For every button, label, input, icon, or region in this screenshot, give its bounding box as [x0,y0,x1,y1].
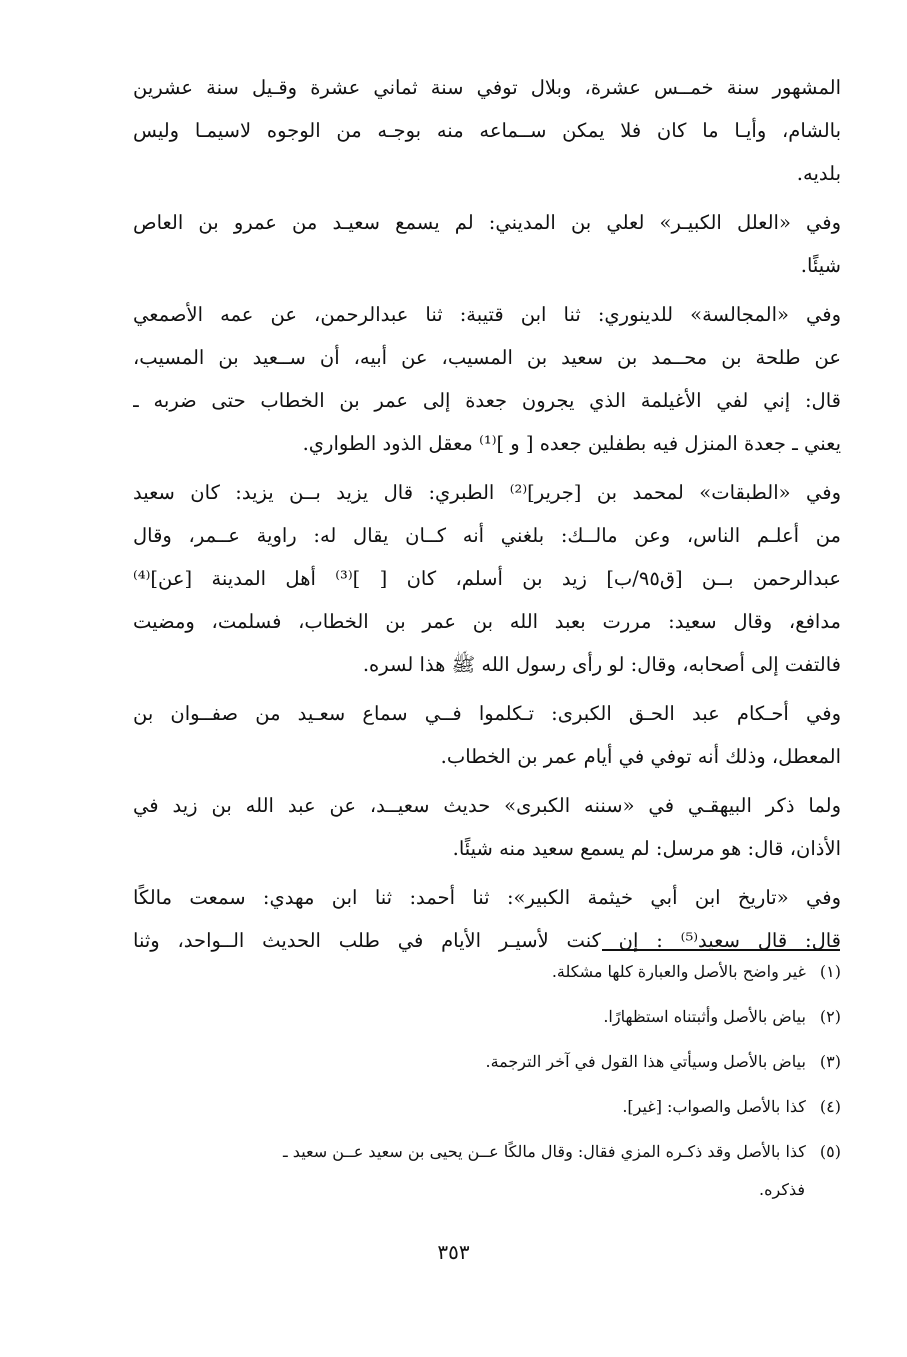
text-line: الأذان، قال: هو مرسل: لم يسمع سعيد منه شيئًا. [452,837,841,860]
footnote-text: كذا بالأصل وقد ذكـره المزي فقال: وقال مالكًا عــن يحيى بن سعيد عــن سعيد ـ [283,1142,806,1161]
footnote-text: بياض بالأصل وأثبتناه استظهارًا. [603,1007,806,1026]
paragraph-1 [133,66,841,195]
footnote-text: غير واضح بالأصل والعبارة كلها مشكلة. [551,962,806,981]
text-line: وفي «الطبقات» لمحمد بن [جرير]⁽²⁾ الطبري: قال يزيد بــن يزيد: كان سعيد [133,481,841,504]
text-line: قال: إني لفي الأغيلمة الذي يجرون جعدة إلى عمر بن الخطاب حتى ضربه ـ [133,389,841,412]
footnote-5 [133,1140,841,1202]
text-line: وفي «تاريخ ابن أبي خيثمة الكبير»: ثنا أحمد: ثنا ابن مهدي: سمعت مالكًا [133,886,841,909]
footnote-number: (٢) [819,1007,841,1026]
text-line: عبدالرحمن بــن [ق٩٥/ب] زيد بن أسلم، كان [ ]⁽³⁾ أهل المدينة [عن]⁽⁴⁾ [133,567,841,590]
paragraph-4 [133,471,841,686]
text-line: بلديه. [796,162,841,185]
footnote-number: (٥) [819,1142,841,1161]
text-line: فالتفت إلى أصحابه، وقال: لو رأى رسول الله ﷺ هذا لسره. [362,653,841,676]
footnote-text: كذا بالأصل والصواب: [غير]. [622,1097,806,1116]
footnote-number: (٣) [819,1052,841,1071]
footnote-4 [133,1095,841,1119]
text-line: يعني ـ جعدة المنزل فيه بطفلين جعده [ و ]⁽¹⁾ معقل الذود الطواري. [302,432,841,455]
footnote-text: بياض بالأصل وسيأتي هذا القول في آخر الترجمة. [485,1052,806,1071]
footnote-2 [133,1005,841,1029]
paragraph-6 [133,784,841,870]
text-line: قال: قال سعيد⁽⁵⁾ : إن كنت لأسيـر الأيام في طلب الحديث الــواحد، وثنا [133,929,841,952]
paragraph-5 [133,692,841,778]
text-line: المعطل، وذلك أنه توفي في أيام عمر بن الخطاب. [440,745,841,768]
text-line: وفي «العلل الكبيـر» لعلي بن المديني: لم يسمع سعيـد من عمرو بن العاص [133,211,841,234]
footnote-3 [133,1050,841,1074]
paragraph-3 [133,293,841,465]
text-line: عن طلحة بن محــمد بن سعيد بن المسيب، عن أبيه، أن ســعيد بن المسيب، [133,346,841,369]
paragraph-2 [133,201,841,287]
main-text [133,66,841,968]
text-line: بالشام، وأيـا ما كان فلا يمكن ســماعه منه بوجـه من الوجوه لاسيمـا وليس [133,119,841,142]
page-number: ٣٥٣ [437,1240,470,1264]
footnote-continuation: فذكره. [759,1180,805,1199]
footnotes [133,960,841,1223]
text-line: وفي أحـكام عبد الحـق الكبرى: تـكلموا فــي سماع سعـيد من صفــوان بن [133,702,841,725]
footnote-number: (٤) [819,1097,841,1116]
text-line: من أعلـم الناس، وعن مالــك: بلغني أنه كــان يقال له: راوية عــمر، وقال [133,524,841,547]
footnote-separator [602,949,840,951]
text-line: وفي «المجالسة» للدينوري: ثنا ابن قتيبة: ثنا عبدالرحمن، عن عمه الأصمعي [133,303,841,326]
text-line: مدافع، وقال سعيد: مررت بعبد الله بن عمر بن الخطاب، فسلمت، ومضيت [133,610,841,633]
text-line: المشهور سنة خمــس عشرة، وبلال توفي سنة ثماني عشرة وقـيل سنة عشرين [133,76,841,99]
footnote-number: (١) [819,962,841,981]
text-line: ولما ذكر البيهقـي في «سننه الكبرى» حديث سعيــد، عن عبد الله بن زيد في [133,794,841,817]
footnote-1 [133,960,841,984]
text-line: شيئًا. [800,254,841,277]
